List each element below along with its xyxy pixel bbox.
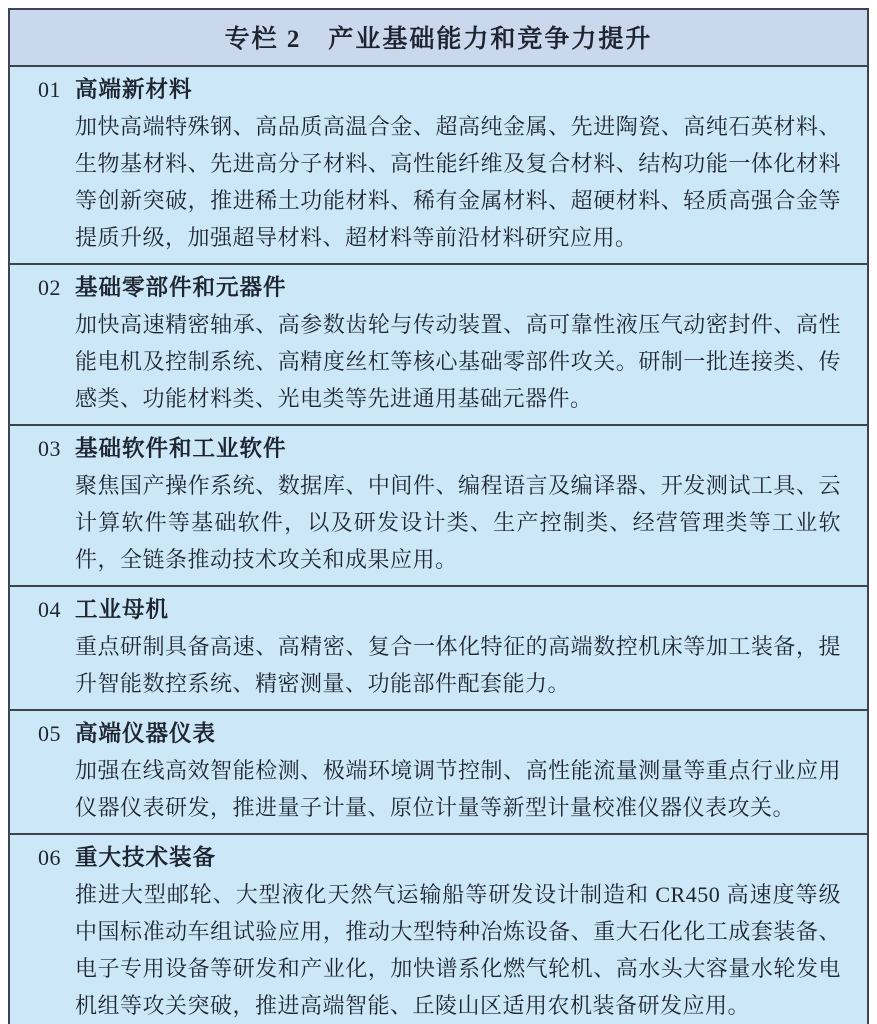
section-title: 高端仪器仪表	[75, 721, 217, 746]
section-body: 重点研制具备高速、高精密、复合一体化特征的高端数控机床等加工装备，提升智能数控系统、精密测量、功能部件配套能力。	[75, 634, 841, 696]
section-03	[10, 426, 867, 587]
section-body: 加强在线高效智能检测、极端环境调节控制、高性能流量测量等重点行业应用仪器仪表研发，推进量子计量、原位计量等新型计量校准仪器仪表攻关。	[75, 758, 841, 820]
box-title: 专栏 2 产业基础能力和竞争力提升	[10, 10, 867, 67]
section-body: 聚焦国产操作系统、数据库、中间件、编程语言及编译器、开发测试工具、云计算软件等基础软件，以及研发设计类、生产控制类、经营管理类等工业软件，全链条推动技术攻关和成果应用。	[75, 473, 841, 572]
section-body: 加快高速精密轴承、高参数齿轮与传动装置、高可靠性液压气动密封件、高性能电机及控制系统、高精度丝杠等核心基础零部件攻关。研制一批连接类、传感类、功能材料类、光电类等先进通用基础元器件。	[75, 312, 841, 411]
section-content	[75, 839, 841, 1024]
section-02	[10, 265, 867, 426]
section-content	[75, 430, 841, 578]
section-content	[75, 71, 841, 256]
section-number: 02	[38, 275, 61, 300]
section-01	[10, 67, 867, 265]
section-number: 01	[38, 77, 61, 102]
policy-column-box	[8, 8, 869, 1024]
section-number: 04	[38, 597, 61, 622]
section-content	[75, 591, 841, 702]
section-04	[10, 587, 867, 711]
section-title: 高端新材料	[75, 77, 193, 102]
section-number: 06	[38, 845, 61, 870]
section-title: 基础零部件和元器件	[75, 275, 287, 300]
section-title: 工业母机	[75, 597, 170, 622]
section-05	[10, 711, 867, 835]
section-title: 重大技术装备	[75, 845, 217, 870]
section-body: 加快高端特殊钢、高品质高温合金、超高纯金属、先进陶瓷、高纯石英材料、生物基材料、先进高分子材料、高性能纤维及复合材料、结构功能一体化材料等创新突破，推进稀土功能材料、稀有金属材料、超硬材料、轻质高强合金等提质升级，加强超导材料、超材料等前沿材料研究应用。	[75, 114, 841, 250]
section-body: 推进大型邮轮、大型液化天然气运输船等研发设计制造和 CR450 高速度等级中国标准动车组试验应用，推动大型特种冶炼设备、重大石化化工成套装备、电子专用设备等研发和产业化，加快谱系化燃气轮机、高水头大容量水轮发电机组等攻关突破，推进高端智能、丘陵山区适用农机装备研发应用。	[75, 882, 841, 1018]
section-content	[75, 269, 841, 417]
section-title: 基础软件和工业软件	[75, 436, 287, 461]
section-number: 05	[38, 721, 61, 746]
section-06	[10, 835, 867, 1024]
section-content	[75, 715, 841, 826]
section-number: 03	[38, 436, 61, 461]
